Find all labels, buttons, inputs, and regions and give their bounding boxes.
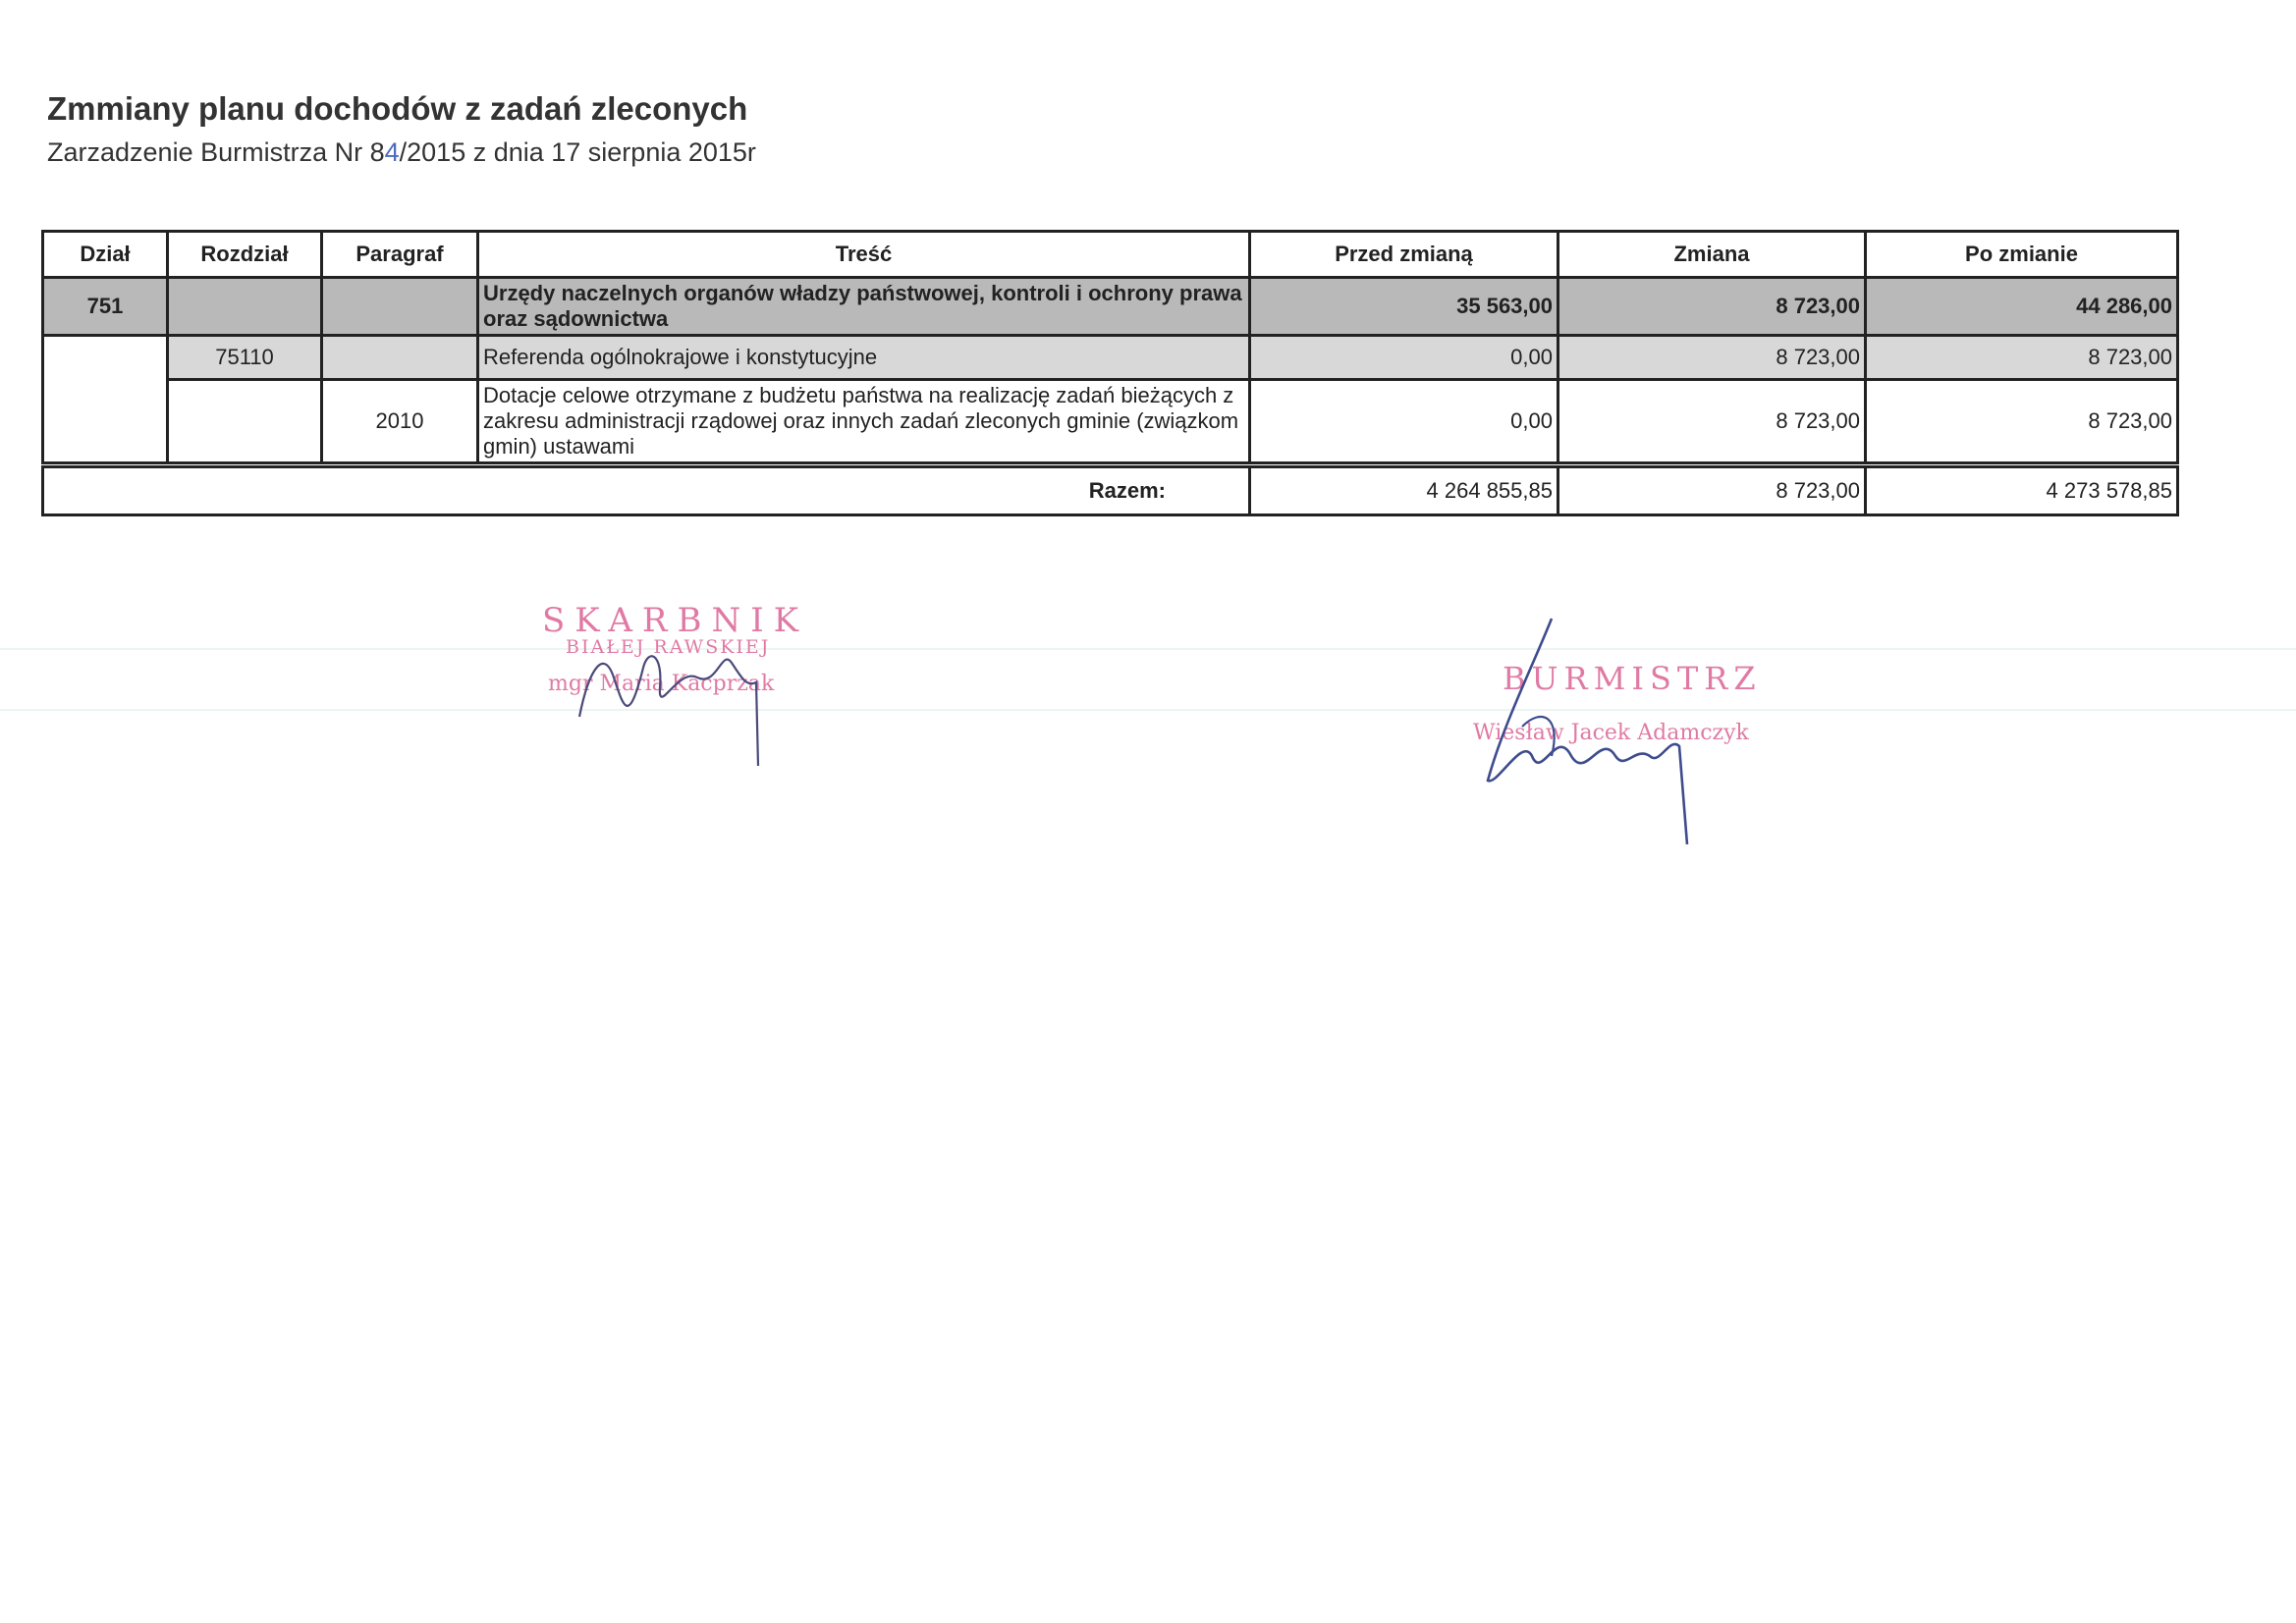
col-header-dzial: Dział (43, 232, 168, 278)
handwritten-number: 4 (384, 137, 400, 167)
cell-tresc: Referenda ogólnokrajowe i konstytucyjne (478, 336, 1250, 380)
cell-paragraf (322, 278, 478, 336)
cell-po: 44 286,00 (1866, 278, 2178, 336)
stamp-title: BURMISTRZ (1503, 660, 1762, 697)
table-header (43, 232, 2178, 278)
stamp-name: Wiesław Jacek Adamczyk (1473, 721, 1749, 745)
page-subtitle (47, 137, 756, 168)
total-row (43, 467, 2178, 515)
total-zmiana: 8 723,00 (1558, 467, 1866, 515)
col-header-po: Po zmianie (1866, 232, 2178, 278)
cell-tresc: Dotacje celowe otrzymane z budżetu państwa na realizację zadań bieżących z zakresu administracji rządowej oraz innych zadań zleconych gminie (związkom gmin) ustawami (478, 380, 1250, 463)
cell-dzial (43, 336, 168, 463)
total-table (41, 465, 2179, 516)
budget-table (41, 230, 2179, 464)
cell-przed: 0,00 (1250, 336, 1558, 380)
subtitle-prefix: Zarzadzenie Burmistrza Nr 8 (47, 137, 385, 167)
table-row (43, 336, 2178, 380)
col-header-przed: Przed zmianą (1250, 232, 1558, 278)
page-title: Zmmiany planu dochodów z zadań zleconych (47, 90, 748, 127)
table-row (43, 278, 2178, 336)
cell-przed: 0,00 (1250, 380, 1558, 463)
table-row (43, 380, 2178, 463)
stamp-name: mgr Maria Kacprzak (548, 672, 775, 696)
scan-artifact (0, 709, 2296, 711)
cell-paragraf: 2010 (322, 380, 478, 463)
stamp-title: SKARBNIK (542, 601, 809, 640)
cell-rozdzial (168, 278, 322, 336)
cell-dzial: 751 (43, 278, 168, 336)
total-label: Razem: (43, 467, 1250, 515)
cell-rozdzial: 75110 (168, 336, 322, 380)
subtitle-suffix: /2015 z dnia 17 sierpnia 2015r (399, 137, 756, 167)
col-header-tresc: Treść (478, 232, 1250, 278)
cell-po: 8 723,00 (1866, 336, 2178, 380)
cell-zmiana: 8 723,00 (1558, 278, 1866, 336)
cell-po: 8 723,00 (1866, 380, 2178, 463)
stamp-place: BIAŁEJ RAWSKIEJ (566, 636, 771, 658)
total-po: 4 273 578,85 (1866, 467, 2178, 515)
col-header-paragraf: Paragraf (322, 232, 478, 278)
col-header-zmiana: Zmiana (1558, 232, 1866, 278)
cell-zmiana: 8 723,00 (1558, 380, 1866, 463)
cell-rozdzial (168, 380, 322, 463)
scan-artifact (0, 648, 2296, 650)
burmistrz-signature (1463, 609, 1748, 844)
cell-przed: 35 563,00 (1250, 278, 1558, 336)
cell-paragraf (322, 336, 478, 380)
cell-tresc: Urzędy naczelnych organów władzy państwowej, kontroli i ochrony prawa oraz sądownictwa (478, 278, 1250, 336)
col-header-rozdzial: Rozdział (168, 232, 322, 278)
skarbnik-signature (550, 609, 786, 776)
total-przed: 4 264 855,85 (1250, 467, 1558, 515)
cell-zmiana: 8 723,00 (1558, 336, 1866, 380)
